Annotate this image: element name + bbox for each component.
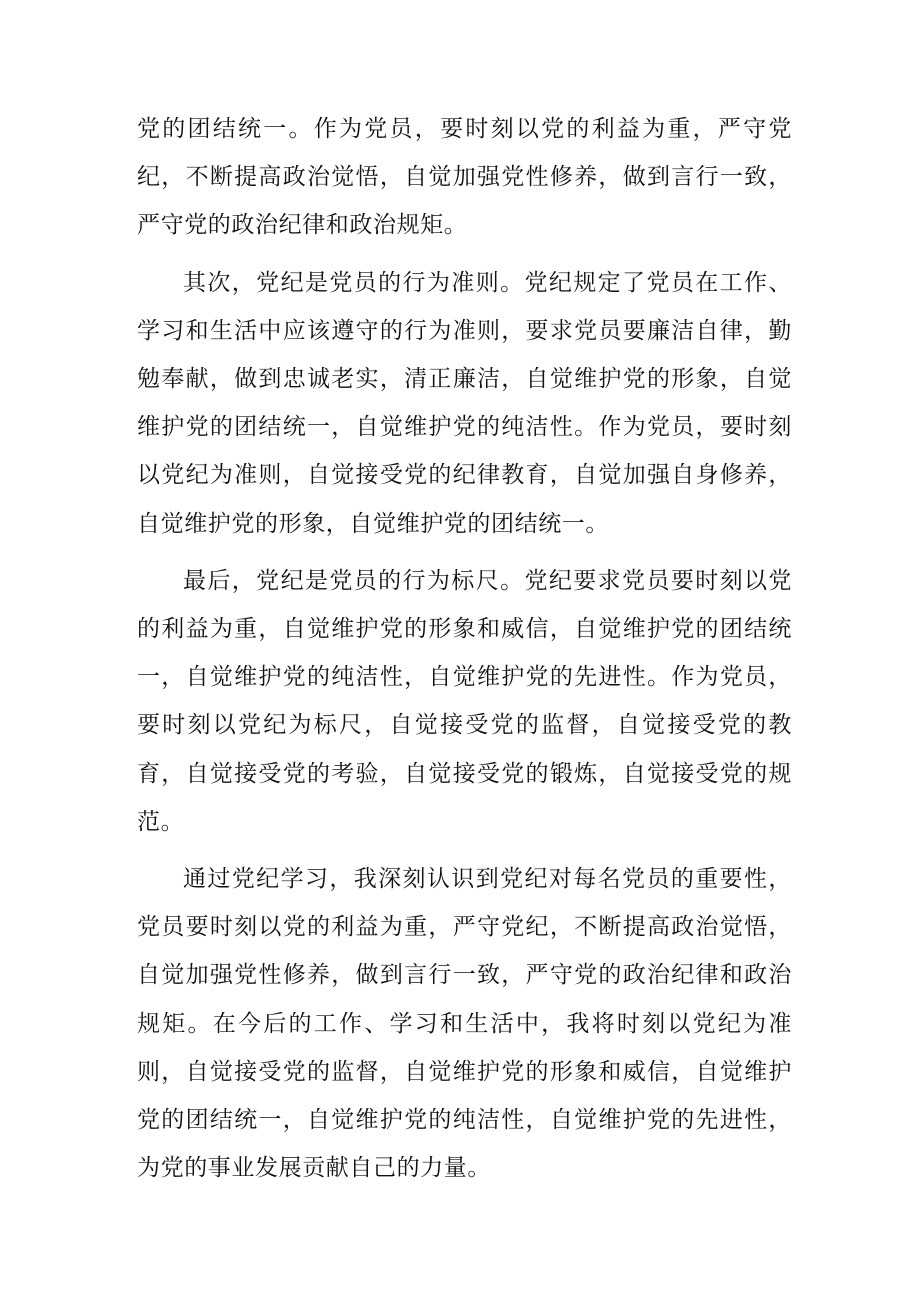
paragraph-conclusion: 通过党纪学习，我深刻认识到党纪对每名党员的重要性，党员要时刻以党的利益为重，严守党纪，不断提高政治觉悟，自觉加强党性修养，做到言行一致，严守党的政治纪律和政治规矩。在今后的工作、学习和生活中，我将时刻以党纪为准则，自觉接受党的监督，自觉维护党的形象和威信，自觉维护党的团结统一，自觉维护党的纯洁性，自觉维护党的先进性，为党的事业发展贡献自己的力量。 xyxy=(137,866,792,1182)
paragraph-continued: 党的团结统一。作为党员，要时刻以党的利益为重，严守党纪，不断提高政治觉悟，自觉加强党性修养，做到言行一致，严守党的政治纪律和政治规矩。 xyxy=(137,116,792,239)
paragraph-finally: 最后，党纪是党员的行为标尺。党纪要求党员要时刻以党的利益为重，自觉维护党的形象和威信，自觉维护党的团结统一，自觉维护党的纯洁性，自觉维护党的先进性。作为党员，要时刻以党纪为标尺，自觉接受党的监督，自觉接受党的教育，自觉接受党的考验，自觉接受党的锻炼，自觉接受党的规范。 xyxy=(137,567,792,835)
document-body xyxy=(137,105,792,1201)
paragraph-secondly: 其次，党纪是党员的行为准则。党纪规定了党员在工作、学习和生活中应该遵守的行为准则，要求党员要廉洁自律，勤勉奉献，做到忠诚老实，清正廉洁，自觉维护党的形象，自觉维护党的团结统一，自觉维护党的纯洁性。作为党员，要时刻以党纪为准则，自觉接受党的纪律教育，自觉加强自身修养，自觉维护党的形象，自觉维护党的团结统一。 xyxy=(137,269,792,537)
